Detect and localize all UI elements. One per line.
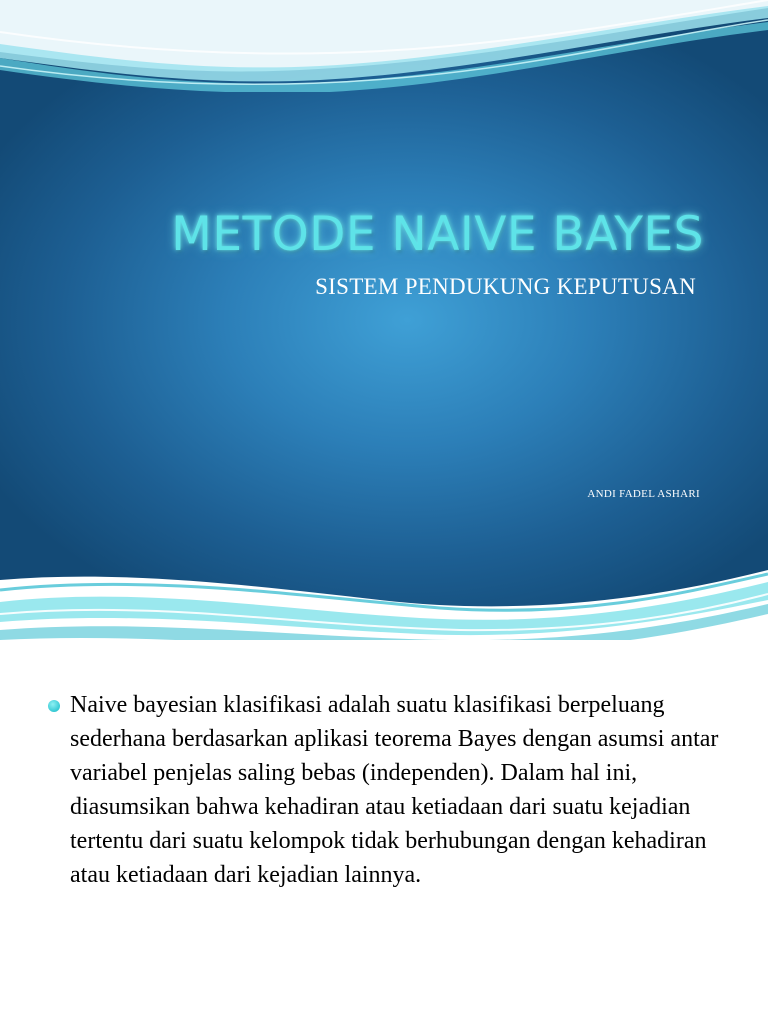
slide-title: METODE NAIVE BAYES <box>171 207 704 262</box>
slide-subtitle: SISTEM PENDUKUNG KEPUTUSAN <box>315 274 696 299</box>
bullet-text: Naive bayesian klasifikasi adalah suatu klasifikasi berpeluang sederhana berdasarkan aplikasi teorema Bayes dengan asumsi antar variabel penjelas saling bebas (independen). Dalam hal ini, diasumsikan bahwa kehadiran atau ketiadaan dari suatu kejadian tertentu dari suatu kelompok tidak berhubungan dengan kehadiran atau ketiadaan dari kejadian lainnya. <box>70 692 719 888</box>
content-slide <box>0 660 768 1024</box>
top-wave-decoration <box>0 0 768 92</box>
slide-author: ANDI FADEL ASHARI <box>587 488 700 500</box>
bullet-marker-icon <box>48 700 60 712</box>
bottom-wave-decoration <box>0 560 768 640</box>
